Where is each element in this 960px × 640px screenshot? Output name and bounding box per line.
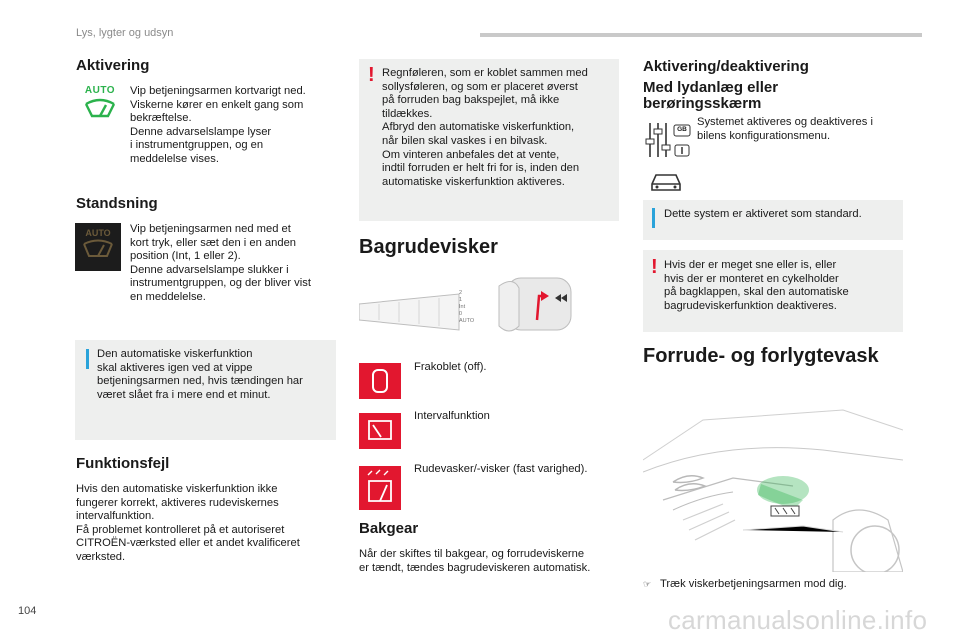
item-washer-text: Rudevasker/-visker (fast varighed). — [414, 463, 588, 475]
warning-box-snow-text: Hvis der er meget sne eller is, eller hvis der er monteret en cykelholder på bagklappen, skal den automatiske bagrudeviskerfunktion deaktiveres. — [664, 259, 849, 312]
heading-bakgear: Bakgear — [359, 520, 419, 537]
warning-box-text: Regnføleren, som er koblet sammen med sollysføleren, og som er placeret øverst på forruden bag bakspejlet, må ikke tildækkes. Afbryd den automatiske viskerfunktion, når bilen skal vaskes i en bilvask. Om vinteren anbefales det at vente, indtil forruden er helt fri for is, inden den automatiske viskerfunktion aktiveres. — [382, 67, 588, 188]
info-box-default-text: Dette system er aktiveret som standard. — [664, 208, 862, 220]
page-number: 104 — [18, 605, 37, 617]
settings-sliders-icon: GB — [644, 119, 692, 161]
pointer-arrow-icon: ☞ — [643, 579, 652, 589]
warning-icon: ! — [368, 64, 375, 86]
info-box-reactivation — [75, 340, 336, 440]
bakgear-text: Når der skiftes til bakgear, og forrudeviskerne er tændt, tændes bagrudeviskeren automatisk. — [359, 548, 591, 574]
info-icon — [652, 208, 655, 228]
subheading-lydanlaeg: Med lydanlæg eller berøringsskærm — [643, 79, 779, 112]
watermark: carmanualsonline.info — [668, 605, 928, 635]
section-header: Lys, lygter og udsyn — [76, 27, 174, 39]
info-box-text: Den automatiske viskerfunktion skal aktiveres igen ved at vippe betjeningsarmen ned, hvis tændingen har været slået fra i mere end et minut. — [97, 348, 303, 401]
heading-forrude: Forrude- og forlygtevask — [643, 345, 879, 367]
auto-wiper-icon: AUTO — [80, 85, 120, 125]
forrude-caption: Træk viskerbetjeningsarmen mod dig. — [660, 578, 847, 590]
heading-funktionsfejl: Funktionsfejl — [76, 455, 170, 472]
wiper-stalk-illustration — [359, 270, 579, 345]
aktivering-text: Vip betjeningsarmen kortvarigt ned. Viskerne kører en enkelt gang som bekræftelse. Denne advarselslampe lyser i instrumentgruppen, og en meddelelse vises. — [130, 85, 306, 165]
warning-box-rain-sensor — [359, 59, 619, 221]
warning-icon: ! — [651, 256, 658, 278]
heading-standsning: Standsning — [76, 195, 158, 212]
standsning-text: Vip betjeningsarmen ned med et kort tryk, eller sæt den i en anden position (Int, 1 eller 2). Denne advarselslampe slukker i instrumentgruppen, og der bliver vist en meddelelse. — [130, 223, 311, 303]
aktivering-deaktivering-text: Systemet aktiveres og deaktiveres i bilens konfigurationsmenu. — [697, 116, 873, 142]
rear-wiper-off-icon — [359, 363, 401, 399]
item-off-text: Frakoblet (off). — [414, 361, 487, 373]
car-icon — [648, 170, 684, 194]
rear-washer-icon — [359, 466, 401, 510]
auto-wiper-off-icon: AUTO — [75, 223, 121, 271]
car-front-illustration — [643, 400, 903, 572]
heading-bagrudevisker: Bagrudevisker — [359, 236, 498, 258]
info-box-default — [643, 200, 903, 240]
heading-aktivering-deaktivering: Aktivering/deaktivering — [643, 58, 809, 75]
heading-aktivering: Aktivering — [76, 57, 150, 74]
warning-box-snow — [643, 250, 903, 332]
header-rule — [480, 33, 922, 37]
funktionsfejl-text: Hvis den automatiske viskerfunktion ikke fungerer korrekt, aktiveres rudeviskernes intervalfunktion. Få problemet kontrolleret på et autoriseret CITROËN-værksted eller et andet kvalificeret værksted. — [76, 483, 300, 563]
info-icon — [86, 349, 89, 369]
item-intermittent-text: Intervalfunktion — [414, 410, 490, 422]
stalk-position-labels: 2 1 Int 0 AUTO — [459, 290, 475, 324]
rear-wiper-intermittent-icon — [359, 413, 401, 449]
